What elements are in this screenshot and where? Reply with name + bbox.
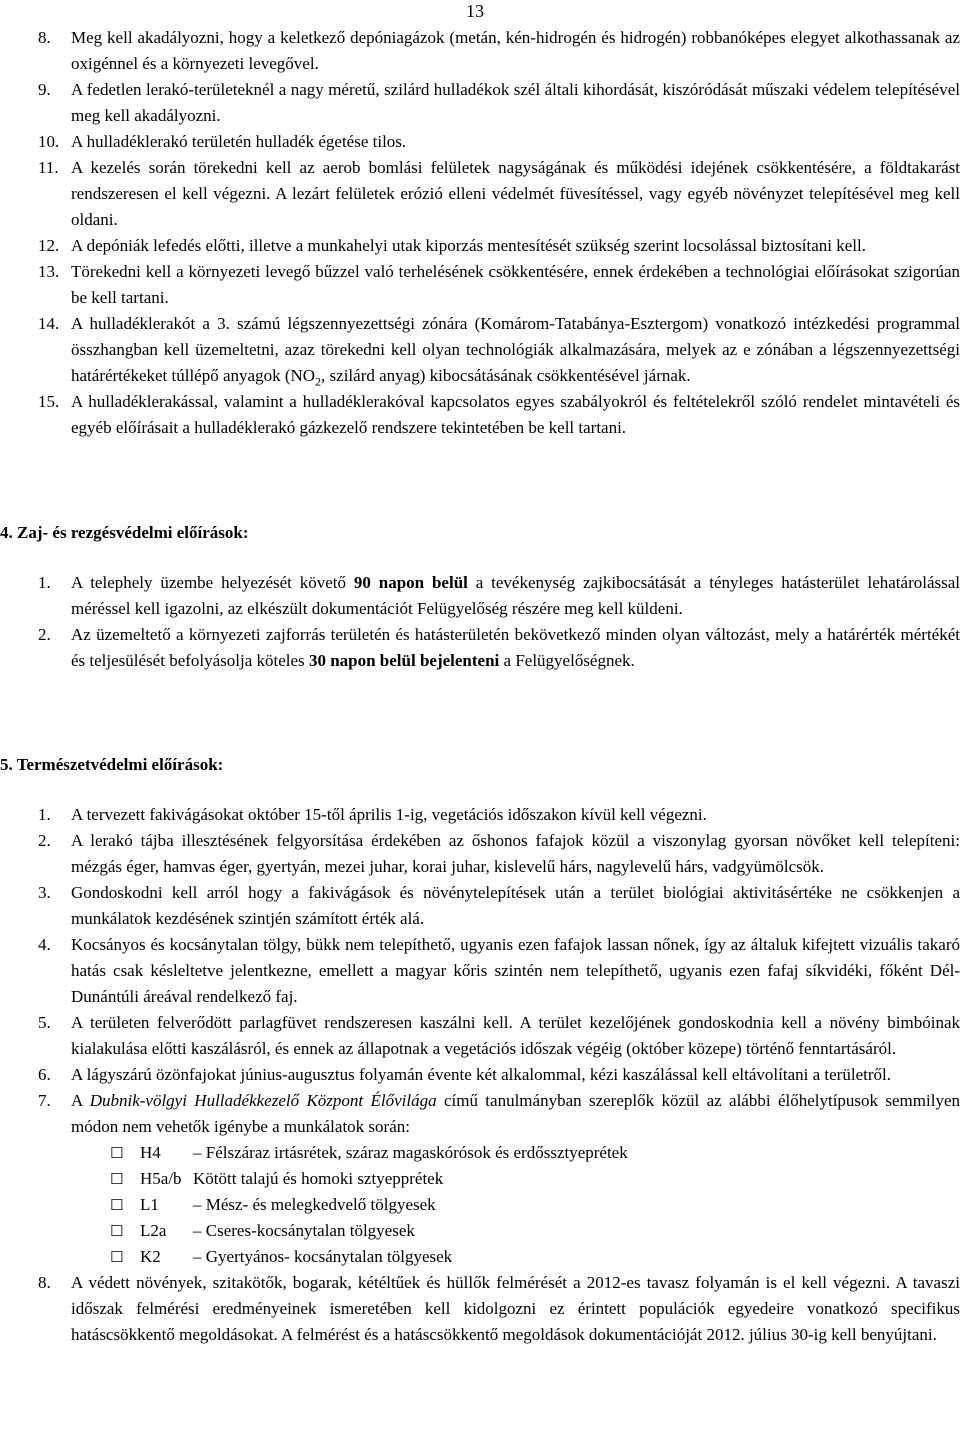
item-text: A depóniák lefedés előtti, illetve a munkahelyi utak kiporzás mentesítését szükség szerint locsolással biztosítani kell. bbox=[71, 236, 867, 255]
item-text: A védett növények, szitakötők, bogarak, kétéltűek és hüllők felmérését a 2012-es tavasz folyamán is el kell végezni. A tavaszi időszak felmérési eredményeinek ismeretében kell kidolgozni ez érintett populációk egyedeire vonatkozó specifikus hatáscsökkentő megoldásokat. A felmérést és a hatáscsökkentő megoldások dokumentációját 2012. július 30-ig kell benyújtani. bbox=[71, 1273, 960, 1344]
checkbox-bullet-icon: ☐ bbox=[110, 1196, 124, 1214]
item-number: 14. bbox=[38, 314, 60, 333]
section-heading: 5. Természetvédelmi előírások: bbox=[0, 755, 224, 774]
habitat-list-item bbox=[110, 1218, 960, 1244]
list-item bbox=[38, 828, 960, 880]
item-text-part: A hulladéklerakót a 3. számú légszennyezettségi zónára (Komárom-Tatabánya-Esztergom) vonatkozó intézkedési programmal összhangban kell üzemeltetni, azaz törekedni kell olyan technológiák alkalmazására, melyek az e zónában a légszennyezettségi határértékeket túllépő anyagok (NO bbox=[71, 314, 960, 385]
item-number: 9. bbox=[38, 80, 51, 99]
page-number: 13 bbox=[466, 1, 484, 21]
item-text: A lágyszárú özönfajokat június-augusztus folyamán évente két alkalommal, kézi kaszálással kell eltávolítani a területről. bbox=[71, 1065, 891, 1084]
item-number: 3. bbox=[38, 883, 51, 902]
item-text: A hulladéklerakással, valamint a hulladéklerakóval kapcsolatos egyes szabályokról és feltételekről szóló rendelet mintavételi és egyéb előírásait a hulladéklerakó gázkezelő rendszere tekintetében be kell tartani. bbox=[71, 392, 960, 437]
item-text: A hulladéklerakó területén hulladék égetése tilos. bbox=[71, 132, 407, 151]
item-text bbox=[71, 1088, 960, 1140]
item-number: 12. bbox=[38, 236, 60, 255]
item-number: 11. bbox=[38, 158, 59, 177]
habitat-desc: – Mész- és melegkedvelő tölgyesek bbox=[193, 1195, 436, 1214]
item-text-part: a Felügyelőségnek. bbox=[499, 651, 635, 670]
list-item bbox=[38, 259, 960, 311]
item-text: Törekedni kell a környezeti levegő bűzzel való terhelésének csökkentésére, ennek érdekében a technológiai előírásokat szigorúan be kell tartani. bbox=[71, 262, 960, 307]
item-text-part: A telephely üzembe helyezését követő bbox=[71, 573, 354, 592]
subscript-text: 2 bbox=[315, 374, 322, 389]
item-text bbox=[71, 622, 960, 674]
item-text: A fedetlen lerakó-területeknél a nagy méretű, szilárd hulladékok szél általi kihordását, kiszóródását műszaki védelem telepítésével meg kell akadályozni. bbox=[71, 80, 960, 125]
item-number: 4. bbox=[38, 935, 51, 954]
item-number: 7. bbox=[38, 1091, 51, 1110]
list-item bbox=[38, 622, 960, 674]
item-text: Kocsányos és kocsánytalan tölgy, bükk nem telepíthető, ugyanis ezen fafajok lassan nőnek, így az általuk kifejtett vizuális takaró hatás csak késleltetve jelentkezne, emellett a magyar kőris szintén nem telepíthető, ugyanis ezen fafaj síkvidéki, főként Dél-Dunántúli áreával rendelkező faj. bbox=[71, 935, 960, 1006]
habitat-code: H4 bbox=[140, 1143, 161, 1162]
section-4-block bbox=[38, 570, 960, 674]
item-text: Meg kell akadályozni, hogy a keletkező depóniagázok (metán, kén-hidrogén és hidrogén) robbanóképes elegyet alkothassanak az oxigénnel és a környezeti levegővel. bbox=[71, 28, 960, 73]
list-item bbox=[38, 389, 960, 441]
habitat-list-item bbox=[110, 1244, 960, 1270]
list-item bbox=[38, 570, 960, 622]
habitat-desc: – Cseres-kocsánytalan tölgyesek bbox=[193, 1221, 415, 1240]
item-text: A kezelés során törekedni kell az aerob bomlási felületek nagyságának és működési idejének csökkentésére, a földtakarást rendszeresen el kell végezni. A lezárt felületek erózió elleni védelmét füvesítéssel, vagy egyéb növényzet telepítésével meg kell oldani. bbox=[71, 158, 960, 229]
section-5-block bbox=[38, 802, 960, 1348]
item-text bbox=[71, 311, 960, 389]
item-number: 6. bbox=[38, 1065, 51, 1084]
item-number: 5. bbox=[38, 1013, 51, 1032]
item-number: 10. bbox=[38, 132, 60, 151]
list-item bbox=[38, 932, 960, 1010]
item-number: 13. bbox=[38, 262, 60, 281]
habitat-code: L2a bbox=[140, 1221, 167, 1240]
habitat-list-item bbox=[110, 1140, 960, 1166]
habitat-code: L1 bbox=[140, 1195, 159, 1214]
items-block-a bbox=[38, 25, 960, 441]
checkbox-bullet-icon: ☐ bbox=[110, 1248, 124, 1266]
habitat-code: K2 bbox=[140, 1247, 161, 1266]
list-item bbox=[38, 1062, 960, 1088]
bold-text: 90 napon belül bbox=[353, 573, 468, 592]
item-number: 1. bbox=[38, 805, 51, 824]
item-number: 1. bbox=[38, 573, 51, 592]
list-item bbox=[38, 155, 960, 233]
list-item bbox=[38, 802, 960, 828]
list-item bbox=[38, 77, 960, 129]
item-number: 8. bbox=[38, 1273, 51, 1292]
item-text: A tervezett fakivágásokat október 15-től április 1-ig, vegetációs időszakon kívül kell végezni. bbox=[71, 805, 707, 824]
item-number: 8. bbox=[38, 28, 51, 47]
habitat-desc: Kötött talajú és homoki sztyepprétek bbox=[193, 1169, 444, 1188]
list-item bbox=[38, 129, 960, 155]
list-item bbox=[38, 1270, 960, 1348]
habitat-list-item bbox=[110, 1192, 960, 1218]
item-text: A területen felverődött parlagfüvet rendszeresen kaszálni kell. A terület kezelőjének gondoskodnia kell a növény bimbóinak kialakulása előtti kaszálásról, és ennek az állapotnak a vegetációs időszak végéig (október közepe) történő fenntartásáról. bbox=[71, 1013, 960, 1058]
habitat-code: H5a/b bbox=[140, 1169, 182, 1188]
item-text: A lerakó tájba illesztésének felgyorsítása érdekében az őshonos fafajok közül a viszonylag gyorsan növőket kell telepíteni: mézgás éger, hamvas éger, gyertyán, mezei juhar, korai juhar, kislevelű hárs, nagylevelű hárs, vadgyümölcsök. bbox=[71, 831, 960, 876]
italic-title: Dubnik-völgyi Hulladékkezelő Központ Élővilága bbox=[89, 1091, 437, 1110]
item-number: 15. bbox=[38, 392, 60, 411]
item-text-part: a tevékenység zajkibocsátását a tényleges hatásterület lehatárolással méréssel kell igazolni, az elkészült dokumentációt Felügyelőség részére meg kell küldeni. bbox=[71, 573, 960, 618]
list-item bbox=[38, 25, 960, 77]
list-item bbox=[38, 880, 960, 932]
item-number: 2. bbox=[38, 625, 51, 644]
section-heading: 4. Zaj- és rezgésvédelmi előírások: bbox=[0, 523, 249, 542]
checkbox-bullet-icon: ☐ bbox=[110, 1170, 124, 1188]
item-text: Gondoskodni kell arról hogy a fakivágások és növénytelepítések után a terület biológiai aktivitásértéke ne csökkenjen a munkálatok kezdésének szintjén számított érték alá. bbox=[71, 883, 960, 928]
item-text-part: A bbox=[71, 1091, 90, 1110]
habitat-desc: – Félszáraz irtásrétek, száraz magaskórósok és erdőssztyeprétek bbox=[193, 1143, 628, 1162]
item-text bbox=[71, 570, 960, 622]
checkbox-bullet-icon: ☐ bbox=[110, 1222, 124, 1240]
item-text-part: , szilárd anyag) kibocsátásának csökkentésével járnak. bbox=[321, 366, 691, 385]
habitat-list-item bbox=[110, 1166, 960, 1192]
list-item bbox=[38, 1010, 960, 1062]
checkbox-bullet-icon: ☐ bbox=[110, 1144, 124, 1162]
bold-text: 30 napon belül bejelenteni bbox=[308, 651, 500, 670]
list-item bbox=[38, 1088, 960, 1140]
list-item bbox=[38, 311, 960, 389]
item-text-part: című tanulmányban szereplők közül az alábbi élőhelytípusok semmilyen módon nem vehetők igénybe a munkálatok során: bbox=[71, 1091, 960, 1136]
item-text-part: Az üzemeltető a környezeti zajforrás területén és hatásterületén bekövetkező minden olyan változást, mely a határérték mértékét és teljesülését befolyásolja köteles bbox=[71, 625, 960, 670]
habitat-desc: – Gyertyános- kocsánytalan tölgyesek bbox=[193, 1247, 453, 1266]
item-number: 2. bbox=[38, 831, 51, 850]
list-item bbox=[38, 233, 960, 259]
